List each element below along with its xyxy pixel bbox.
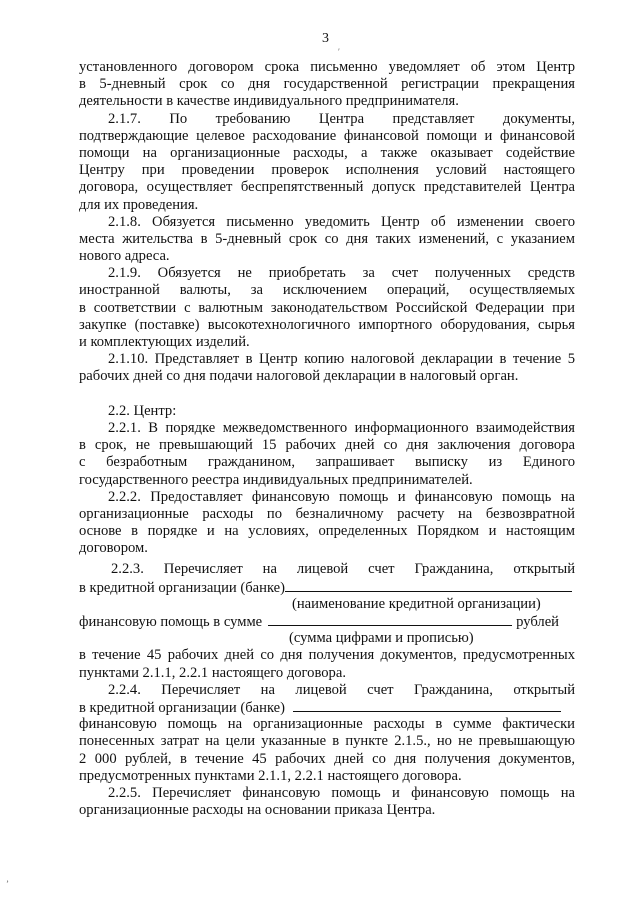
text-line: Центру при проведении проверок исполнения условий настоящего [79,162,575,179]
text-line: нового адреса. [79,248,170,265]
section-heading: 2.2. Центр: [108,402,177,419]
text-line: в течение 45 рабочих дней со дня получения документов, предусмотренных [79,647,575,664]
text-line: 2 000 рублей, в течение 45 рабочих дней со дня получения документов, [79,750,575,767]
text-line: финансовую помощь на организационные расходы в сумме фактически [79,716,575,733]
bank-label: в кредитной организации (банке) [79,579,286,596]
text-line: понесенных затрат на цели указанные в пункте 2.1.5., но не превышающую [79,733,575,750]
page-number: 3 [322,31,329,46]
text-line: рабочих дней со дня подачи налоговой декларации в налоговый орган. [79,368,519,385]
text-line: в срок, не превышающий 15 рабочих дней со дня заключения договора [79,437,575,454]
bank-name-blank-2 [293,699,561,712]
text-line: и комплектующих изделий. [79,334,250,350]
text-line: 2.2.4. Перечисляет на лицевой счет Гражданина, открытый [108,681,575,698]
text-line: с безработным гражданином, запрашивает выписку из Единого [79,454,575,471]
bank-name-blank [285,579,572,592]
amount-caption: (сумма цифрами и прописью) [289,630,474,647]
text-line: места жительства в 5-дневный срок со дня таких изменений, с указанием [79,230,575,247]
text-line: предусмотренных пунктами 2.1.1, 2.2.1 настоящего договора. [79,767,462,784]
amount-line [79,613,575,630]
text-line: пунктами 2.1.1, 2.2.1 настоящего договора. [79,664,346,681]
bank-line-2 [79,699,575,716]
text-line: 2.1.8. Обязуется письменно уведомить Центр об изменении своего [108,213,575,230]
text-line: договором. [79,540,148,557]
paragraph-gap [79,386,575,403]
bank-label-2: в кредитной организации (банке) [79,699,286,716]
amount-blank [268,613,512,626]
text-line: 2.1.7. По требованию Центра представляет документы, [108,110,575,127]
text-line: установленного договором срока письменно уведомляет об этом Центр [79,59,575,75]
text-line: в 5-дневный срок со дня государственной регистрации прекращения [79,76,575,93]
text-line: в соответствии с валютным законодательством Российской Федерации при [79,299,575,316]
scan-mark: ’ [6,879,9,889]
body-text [79,59,575,819]
text-line: 2.1.10. Представляет в Центр копию налоговой декларации в течение 5 [108,351,575,368]
text-line: 2.2.5. Перечисляет финансовую помощь и финансовую помощь на [108,784,575,801]
text-line: 2.2.3. Перечисляет на лицевой счет Гражданина, открытый [111,561,575,578]
text-line: для их проведения. [79,196,199,213]
amount-unit: рублей [516,614,559,630]
text-line: деятельности в качестве индивидуального предпринимателя. [79,93,459,110]
text-line: договора, осуществляет беспрепятственный допуск представителей Центра [79,179,575,196]
text-line: подтверждающие целевое расходование финансовой помощи и финансовой [79,127,575,144]
text-line: иностранной валюты, за исключением операций, осуществляемых [79,282,575,299]
text-line: государственного реестра индивидуальных предпринимателей. [79,471,473,488]
text-line: 2.1.9. Обязуется не приобретать за счет полученных средств [108,265,575,282]
scan-mark: ′ [338,47,340,57]
bank-line [79,579,575,596]
text-line: 2.2.1. В порядке межведомственного информационного взаимодействия [108,419,575,436]
amount-label: финансовую помощь в сумме [79,614,263,630]
text-line: организационные расходы на основании приказа Центра. [79,802,436,819]
bank-caption: (наименование кредитной организации) [292,595,541,612]
text-line: закупке (поставке) высокотехнологичного импортного оборудования, сырья [79,316,575,333]
text-line: организационные расходы по безналичному расчету на безвозвратной [79,505,575,522]
text-line: помощи на организационные расходы, а также оказывает содействие [79,144,575,161]
text-line: 2.2.2. Предоставляет финансовую помощь и финансовую помощь на [108,488,575,505]
text-line: основе в порядке и на условиях, определенных Порядком и настоящим [79,523,575,540]
